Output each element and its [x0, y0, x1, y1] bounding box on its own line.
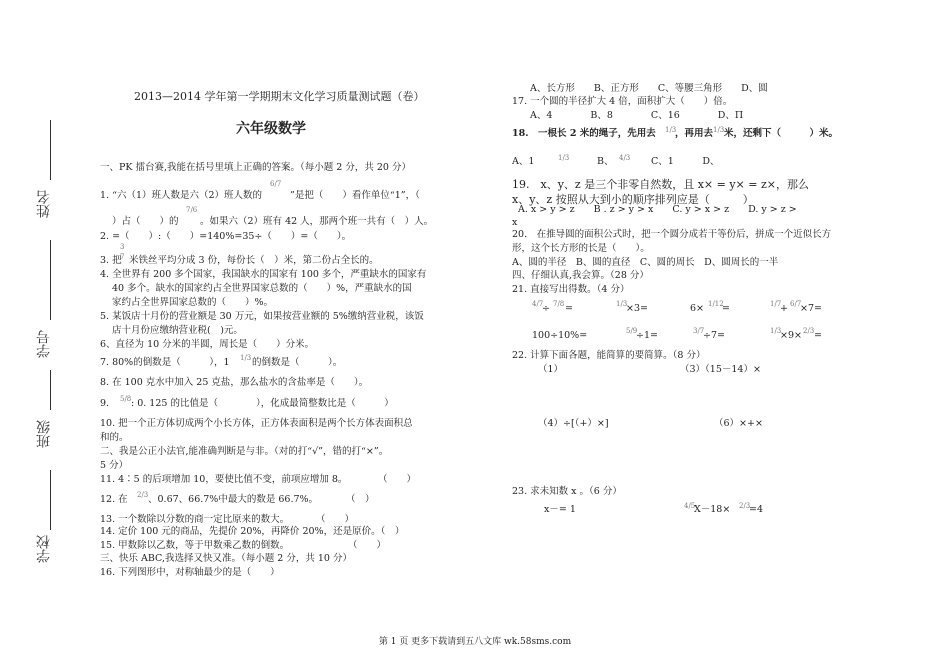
q12-text-b: 、0.67、66.7%中最大的数是 66.7%。 [148, 494, 319, 505]
exam-title: 2013—2014 学年第一学期期末文化学习质量测试题（卷） [134, 90, 425, 103]
q23-eq-1: x－= 1 [544, 504, 576, 515]
q22-item-1: （1） [538, 364, 564, 375]
q4-line3: 家约占全世界国家总数的（ ）%。 [112, 297, 274, 308]
calc4-frac-a: 1/7 [770, 300, 782, 308]
q12-fraction: 2/3 [137, 491, 149, 499]
q1-line1b: ”是把（ ）看作单位“1”，（ [290, 190, 420, 201]
q18-option-a: A、1 [512, 156, 535, 167]
q13-answer-box: （ ） [316, 514, 355, 525]
side-label-name: 姓名 [36, 190, 52, 218]
q18-option-cd: C、1 D、 [651, 156, 720, 167]
q18-fraction-a: 1/3 [665, 126, 677, 134]
q4-line2: 40 多个。缺水的国家约占全世界国家总数的（ ）%，严重缺水的国 [112, 283, 412, 294]
calc3-text-a: 6× [690, 303, 705, 314]
q12-text-a: 12. 在 [100, 494, 128, 505]
calc1-eq: = [565, 303, 573, 314]
calc8-frac-b: 2/3 [803, 327, 815, 335]
q23-eq2-frac-a: 4/5 [684, 502, 696, 510]
side-label-class: 班级 [36, 420, 52, 448]
q18-option-b-fraction: 4/3 [619, 154, 631, 162]
q15-answer-box: （ ） [348, 540, 387, 551]
q20-line1: 20. 在推导圆的面积公式时，把一个圆分成若干等份后，拼成一个近似长方 [512, 229, 832, 240]
section-2-points: 5 分） [100, 460, 129, 471]
section-4-heading: 四、仔细认真,我会算。（28 分） [512, 270, 649, 281]
calc2-text: ×3= [626, 303, 648, 314]
q2-fraction: 3 [120, 243, 125, 251]
calc4-frac-b: 6/7 [790, 300, 802, 308]
side-label-number: 学号 [36, 330, 52, 358]
q9-text-b: : 0. 125 的比值是（ ），化成最简整数比是（ ） [131, 398, 394, 409]
calc3-frac: 1/12 [708, 300, 724, 308]
q18-text-c: 米，还剩下（ ）米。 [724, 128, 839, 139]
q11-text: 11. 4∶5 的后项增加 10，要使比值不变，前项应增加 8。 [100, 474, 348, 485]
q19-options-tail: x [512, 217, 518, 228]
q17-options: A、4 B、8 C、16 D、Π [530, 110, 744, 121]
calc4-plus: + [780, 303, 788, 314]
q18-fraction-b: 1/3 [713, 126, 725, 134]
calc6-frac: 5/9 [626, 327, 638, 335]
q19-line2: x、y、z 按照从大到小的顺序排列应是（ ） [512, 193, 754, 206]
calc3-eq: = [722, 303, 730, 314]
q3-text-a: 3. 把 [100, 255, 122, 266]
q15-text: 15. 甲数除以乙数，等于甲数乘乙数的倒数。 [100, 540, 290, 551]
q14-text: 14. 定价 100 元的商品，先提价 20%，再降价 20%，还是原价。（ ） [100, 526, 405, 537]
q7-fraction: 1/3 [240, 354, 252, 362]
q16-text: 16. 下列图形中，对称轴最少的是（ ） [100, 567, 280, 578]
q1-line2a: ）占（ ）的 [112, 216, 179, 227]
calc2-frac: 1/3 [616, 300, 628, 308]
q18-option-a-fraction: 1/3 [558, 154, 570, 162]
calc8-text: ×9× [780, 330, 802, 341]
q5-line2: 店十月份应缴纳营业税( )元。 [112, 325, 243, 336]
q4-line1: 4. 全世界有 200 多个国家，我国缺水的国家有 100 多个，严重缺水的国家有 [100, 269, 427, 280]
q1-fraction-a: 6/7 [270, 180, 282, 188]
q1-fraction-b: 7/6 [186, 206, 198, 214]
q22-heading: 22. 计算下面各题，能简算的要简算。（8 分） [512, 350, 706, 361]
side-line-1 [50, 120, 51, 180]
q23-eq-2-tail: =4 [749, 504, 764, 515]
q21-heading: 21. 直接写出得数。（4 分） [512, 284, 630, 295]
q12-answer-box: （ ） [346, 494, 375, 505]
calc7-text: ÷7= [703, 330, 725, 341]
q18-text-a: 18. 一根长 2 米的绳子，先用去 [512, 128, 656, 139]
q10-line2: 和的。 [100, 432, 129, 443]
q23-heading: 23. 求未知数 x 。（6 分） [512, 486, 622, 497]
q17-text: 17. 一个圆的半径扩大 4 倍，面积扩大（ ）倍。 [512, 96, 733, 107]
q22-item-4: （4）÷[（+）×] [538, 418, 609, 429]
calc1-frac-a: 4/7 [532, 300, 544, 308]
q3-fraction: 7 [120, 253, 125, 261]
section-2-heading: 二、我是公正小法官,能准确判断是与非。（对的打“√”，错的打“×”。 [100, 446, 389, 457]
section-1-heading: 一、PK 擂台赛,我能在括号里填上正确的答案。（每小题 2 分，共 20 分） [100, 162, 411, 173]
calc7-frac: 3/7 [693, 327, 705, 335]
q3-text-b: 米铁丝平均分成 3 份，每份长（ ）米，第二份占全长的。 [129, 255, 379, 266]
calc1-frac-b: 7/8 [553, 300, 565, 308]
q16-options: A、长方形 B、正方形 C、等腰三角形 D、圆 [530, 83, 768, 94]
q11-answer-box: （ ） [378, 474, 417, 485]
q19-options: A. x > y > z B . z > y > x C. y > x > z D. y > z > [518, 204, 797, 215]
q23-eq2-frac-b: 2/3 [739, 502, 751, 510]
exam-subject: 六年级数学 [236, 121, 306, 137]
calc4-tail: ×7= [800, 303, 822, 314]
q1-line2b: 。如果六（2）班有 42 人，那两个班一共有（ ）人。 [200, 216, 434, 227]
q10-line1: 10. 把一个正方体切成两个小长方体，正方体表面积是两个长方体表面积总 [100, 418, 413, 429]
q9-text-a: 9. [100, 398, 110, 409]
section-3-heading: 三、快乐 ABC,我选择又快又准。（每小题 2 分，共 10 分） [100, 553, 352, 564]
q18-option-b: B、 [597, 156, 614, 167]
calc1-op: ÷ [542, 303, 550, 314]
q7-text-b: 的倒数是（ ）。 [252, 357, 343, 368]
side-line-2 [50, 240, 51, 320]
q20-line2: 形，这个长方形的长是（ ）。 [512, 243, 650, 254]
calc8-frac-a: 1/3 [770, 327, 782, 335]
side-label-school: 学校 [36, 535, 52, 563]
calc5-text: 100÷10%= [532, 330, 588, 341]
q23-eq-2: X－18× [694, 504, 731, 515]
q20-options: A、圆的半径 B、圆的直径 C、圆的周长 D、圆周长的一半 [512, 257, 779, 268]
q7-text-a: 7. 80%的倒数是（ ），1 [100, 357, 230, 368]
q1-line1a: 1. “六（1）班人数是六（2）班人数的 [100, 190, 263, 201]
q13-text: 13. 一个数除以分数的商一定比原来的数大。 [100, 514, 290, 525]
q22-item-3: （3）（15－14）× [680, 364, 761, 375]
q19-line1: 19. x、y、z 是三个非零自然数，且 x× = y× = z×，那么 [512, 178, 809, 191]
page-footer: 第 1 页 更多下载请到五八文库 wk.58sms.com [378, 637, 572, 647]
q2-text: 2. =（ ）:（ ）=140%=35÷（ ）=（ ）。 [100, 231, 352, 242]
q9-fraction: 5/8 [120, 395, 132, 403]
q5-line1: 5. 某饭店十月份的营业额是 30 万元，如果按营业额的 5%缴纳营业税，该饭 [100, 311, 424, 322]
q6-text: 6、直径为 10 分米的半圆，周长是（ ）分米。 [100, 339, 315, 350]
side-line-4 [50, 470, 51, 530]
q8-text: 8. 在 100 克水中加入 25 克盐，那么盐水的含盐率是（ ）。 [100, 377, 369, 388]
side-line-3 [50, 370, 51, 410]
q22-item-6: （6）×+× [714, 418, 763, 429]
calc6-text: ÷1= [636, 330, 658, 341]
q18-text-b: ，再用去 [675, 128, 714, 139]
calc8-eq: = [814, 330, 822, 341]
